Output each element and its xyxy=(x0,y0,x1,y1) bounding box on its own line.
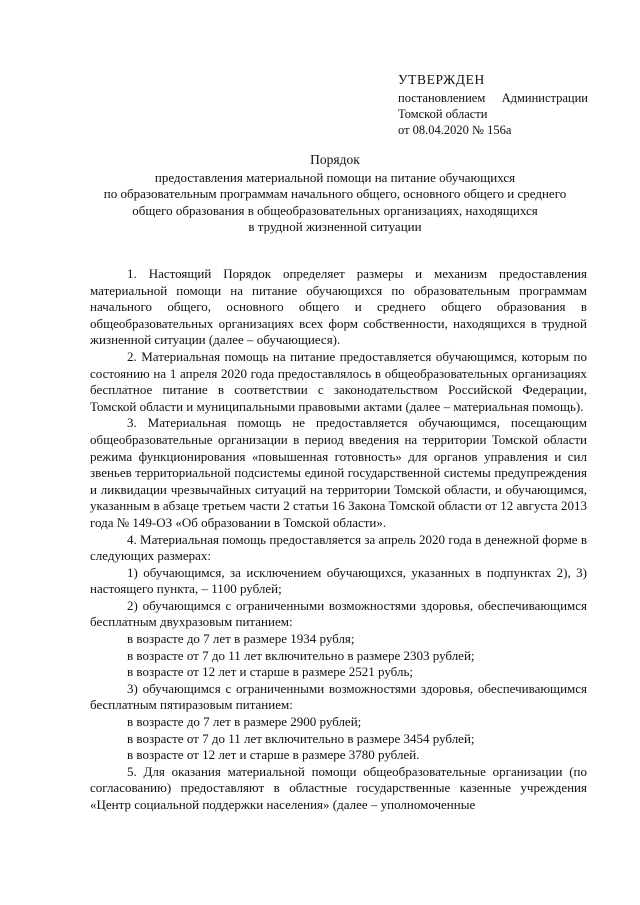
subitem-3-age-7-11: в возрасте от 7 до 11 лет включительно в размере 3454 рублей; xyxy=(127,730,475,746)
subitem-3-age-12-plus: в возрасте от 12 лет и старше в размере 3780 рублей. xyxy=(127,747,420,763)
document-body xyxy=(90,266,587,814)
approval-line-1: постановлением Администрации xyxy=(398,91,588,105)
approval-line-3: от 08.04.2020 № 156а xyxy=(398,123,512,137)
approval-line-2: Томской области xyxy=(398,107,488,121)
paragraph-1: 1. Настоящий Порядок определяет размеры и механизм предоставления материальной помощи на питание обучающихся по образовательным программам начального общего, основного общего и среднего общего образования в общеобразовательных организациях всех форм собственности, находящихся в трудной жизненной ситуации (далее – обучающиеся). xyxy=(90,266,587,348)
paragraph-2: 2. Материальная помощь на питание предоставляется обучающимся, которым по состоянию на 1 апреля 2020 года предоставлялось в общеобразовательных организациях бесплатное питание в соответствии с законодательством Российской Федерации, Томской области и муниципальными правовыми актами (далее – материальная помощь). xyxy=(90,348,587,414)
paragraph-3: 3. Материальная помощь не предоставляется обучающимся, посещающим общеобразовательные организации в период введения на территории Томской области режима функционирования «повышенная готовность» для органов управления и сил звеньев территориальной подсистемы единой государственной системы предупреждения и ликвидации чрезвычайных ситуаций на территории Томской области, и обучающимся, указанным в абзаце третьем части 2 статьи 16 Закона Томской области от 12 августа 2013 года № 149-ОЗ «Об образовании в Томской области». xyxy=(90,415,587,530)
subitem-3: 3) обучающимся с ограниченными возможностями здоровья, обеспечивающимся бесплатным пятиразовым питанием: xyxy=(90,680,587,713)
approval-title: УТВЕРЖДЕН xyxy=(398,72,485,87)
heading-line-2: по образовательным программам начального общего, основного общего и среднего xyxy=(103,186,567,201)
subitem-2-age-under-7: в возрасте до 7 лет в размере 1934 рубля; xyxy=(127,631,355,647)
subitem-2-age-7-11: в возрасте от 7 до 11 лет включительно в размере 2303 рублей; xyxy=(127,647,475,663)
subitem-1: 1) обучающимся, за исключением обучающихся, указанных в подпунктах 2), 3) настоящего пункта, – 1100 рублей; xyxy=(90,564,587,597)
subitem-2-age-12-plus: в возрасте от 12 лет и старше в размере 2521 рубль; xyxy=(127,664,413,680)
subitem-2: 2) обучающимся с ограниченными возможностями здоровья, обеспечивающимся бесплатным двухразовым питанием: xyxy=(90,597,587,630)
subitem-3-age-under-7: в возрасте до 7 лет в размере 2900 рублей; xyxy=(127,714,362,730)
approval-stamp xyxy=(398,72,588,138)
heading-line-3: общего образования в общеобразовательных организациях, находящихся xyxy=(132,202,538,218)
heading-line-4: в трудной жизненной ситуации xyxy=(248,219,422,234)
paragraph-5: 5. Для оказания материальной помощи общеобразовательные организации (по согласованию) предоставляют в областные государственные казенные учреждения «Центр социальной поддержки населения» (далее – уполномоченные xyxy=(90,763,587,812)
paragraph-4: 4. Материальная помощь предоставляется за апрель 2020 года в денежной форме в следующих размерах: xyxy=(90,531,587,564)
heading-line-1: предоставления материальной помощи на питание обучающихся xyxy=(154,169,516,185)
heading-title: Порядок xyxy=(310,152,360,167)
document-heading xyxy=(80,152,590,236)
